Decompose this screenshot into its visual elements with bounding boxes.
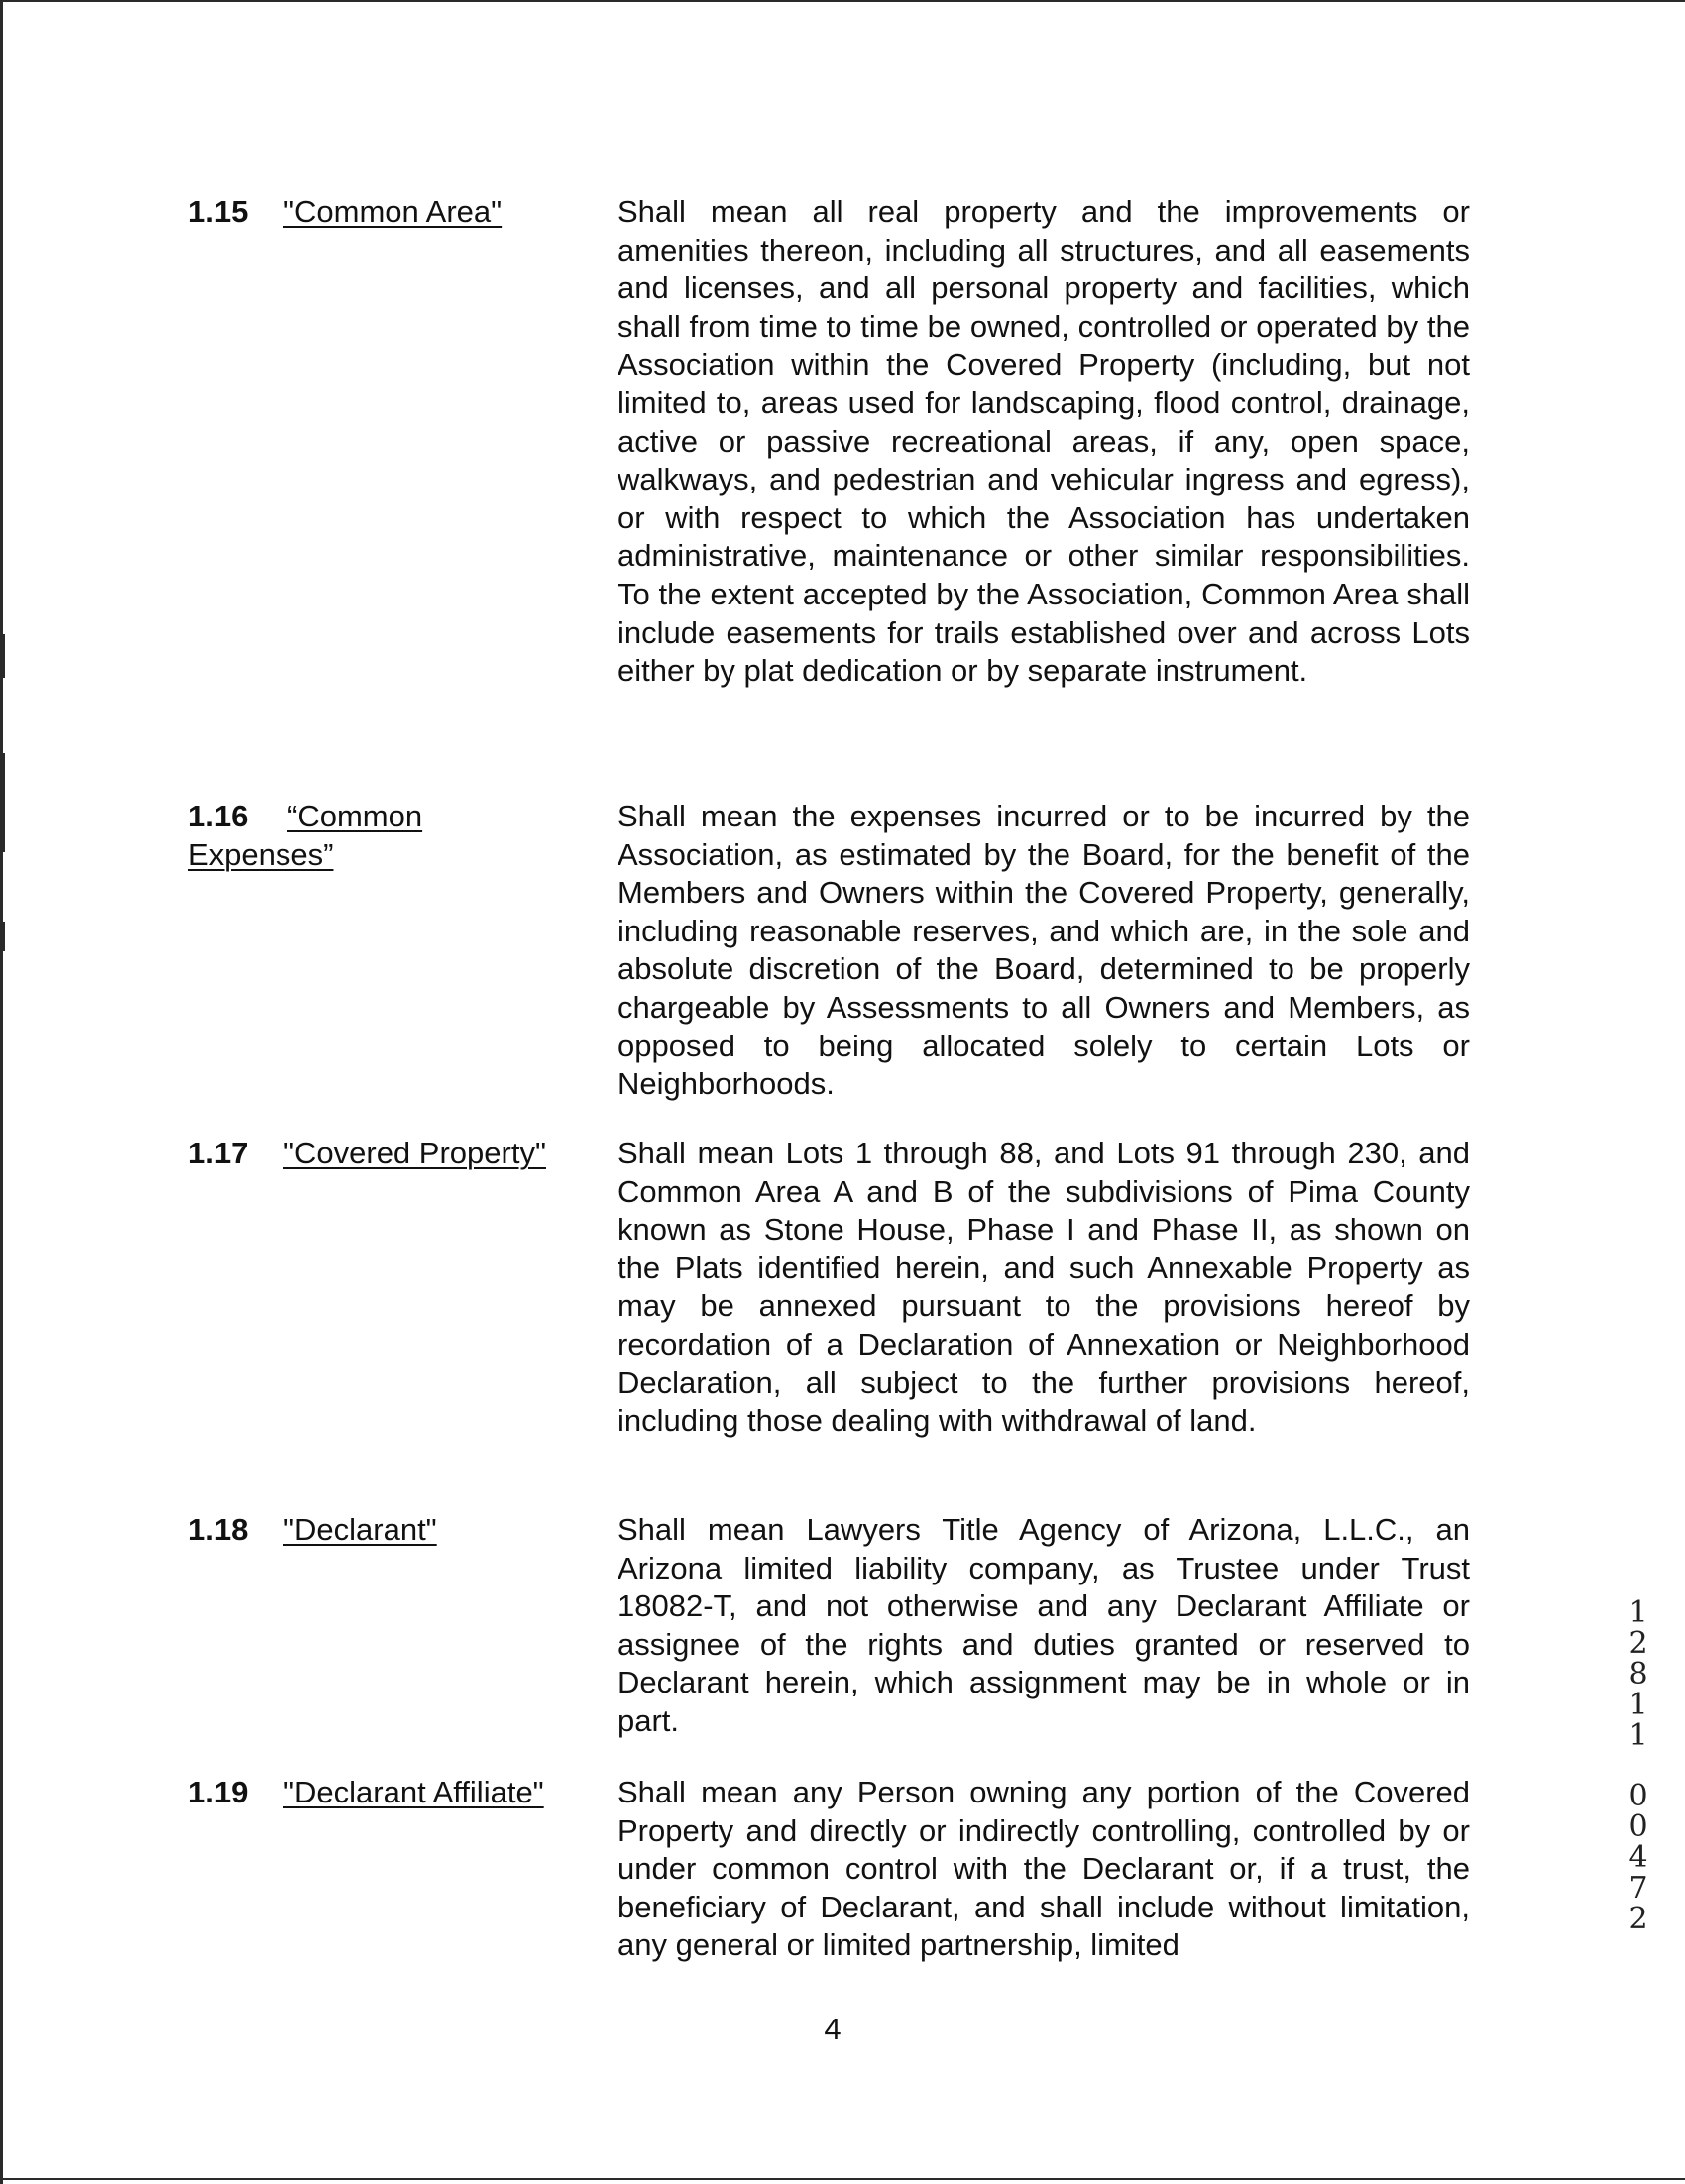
stamp-digit: 1 [1629, 1688, 1648, 1722]
scan-edge-mark [0, 634, 5, 678]
term-heading [188, 1511, 605, 1550]
term-heading [188, 1774, 605, 1812]
section-number: 1.17 [188, 1136, 249, 1170]
section-number: 1.16 [188, 799, 249, 833]
definition-text: Shall mean any Person owning any portion of the Covered Property and directly or indirectly controlling, controlled by or under common control with the Declarant or, if a trust, the beneficiary of Declarant, and shall include without limitation, any general or limited partnership, limited [618, 1775, 1470, 1963]
scan-edge-mark [0, 753, 5, 852]
scan-border-top [0, 0, 1685, 2]
stamp-digit: 0 [1629, 1779, 1648, 1813]
stamp-digit: 1 [1629, 1595, 1648, 1630]
stamp-digit: 8 [1629, 1657, 1648, 1692]
scan-edge-mark [0, 922, 5, 951]
definition-text: Shall mean Lots 1 through 88, and Lots 91 through 230, and Common Area A and B of the subdivisions of Pima County known as Stone House, Phase I and Phase II, as shown on the Plats identified herein, and such Annexable Property as may be annexed pursuant to the provisions hereof by recordation of a Declaration of Annexation or Neighborhood Declaration, all subject to the further provisions hereof, including those dealing with withdrawal of land. [618, 1136, 1470, 1439]
term-heading [188, 193, 605, 232]
stamp-digit: 0 [1629, 1809, 1648, 1844]
term-label: "Declarant" [283, 1512, 437, 1547]
definition-text: Shall mean all real property and the improvements or amenities thereon, including all structures, and all easements and licenses, and all personal property and facilities, which shall from time to time be owned, controlled or operated by the Association within the Covered Property (including, but not limited to, areas used for landscaping, flood control, drainage, active or passive recreational areas, if any, open space, walkways, and pedestrian and vehicular ingress and egress), or with respect to which the Association has undertaken administrative, maintenance or other similar responsibilities. To the extent accepted by the Association, Common Area shall include easements for trails established over and across Lots either by plat dedication or by separate instrument. [618, 194, 1470, 689]
term-label-continued: Expenses” [188, 836, 334, 872]
term-label: "Covered Property" [283, 1136, 546, 1170]
term-label: “Common [287, 799, 423, 833]
term-label: "Common Area" [283, 194, 503, 229]
stamp-gap [1624, 1751, 1653, 1781]
term-heading [188, 798, 605, 874]
recording-number-stamp [1624, 1597, 1653, 1934]
stamp-digit: 4 [1629, 1840, 1648, 1875]
section-number: 1.19 [188, 1775, 249, 1809]
stamp-digit: 2 [1629, 1626, 1648, 1661]
section-number: 1.15 [188, 194, 249, 229]
definition-text: Shall mean Lawyers Title Agency of Arizona, L.L.C., an Arizona limited liability company, as Trustee under Trust 18082-T, and not otherwise and any Declarant Affiliate or assignee of the rights and duties granted or reserved to Declarant herein, which assignment may be in whole or in part. [618, 1512, 1470, 1738]
page-number: 4 [824, 2012, 842, 2046]
scan-border-left [0, 0, 3, 2184]
stamp-digit: 7 [1629, 1871, 1648, 1906]
stamp-digit: 2 [1629, 1902, 1648, 1936]
stamp-digit: 1 [1629, 1718, 1648, 1753]
term-label: "Declarant Affiliate" [283, 1775, 544, 1809]
definition-text: Shall mean the expenses incurred or to be incurred by the Association, as estimated by the Board, for the benefit of the Members and Owners within the Covered Property, generally, including reasonable reserves, and which are, in the sole and absolute discretion of the Board, determined to be properly chargeable by Assessments to all Owners and Members, as opposed to being allocated solely to certain Lots or Neighborhoods. [618, 799, 1470, 1102]
section-number: 1.18 [188, 1512, 249, 1547]
term-heading [188, 1135, 605, 1173]
scan-border-bottom [0, 2178, 1685, 2180]
